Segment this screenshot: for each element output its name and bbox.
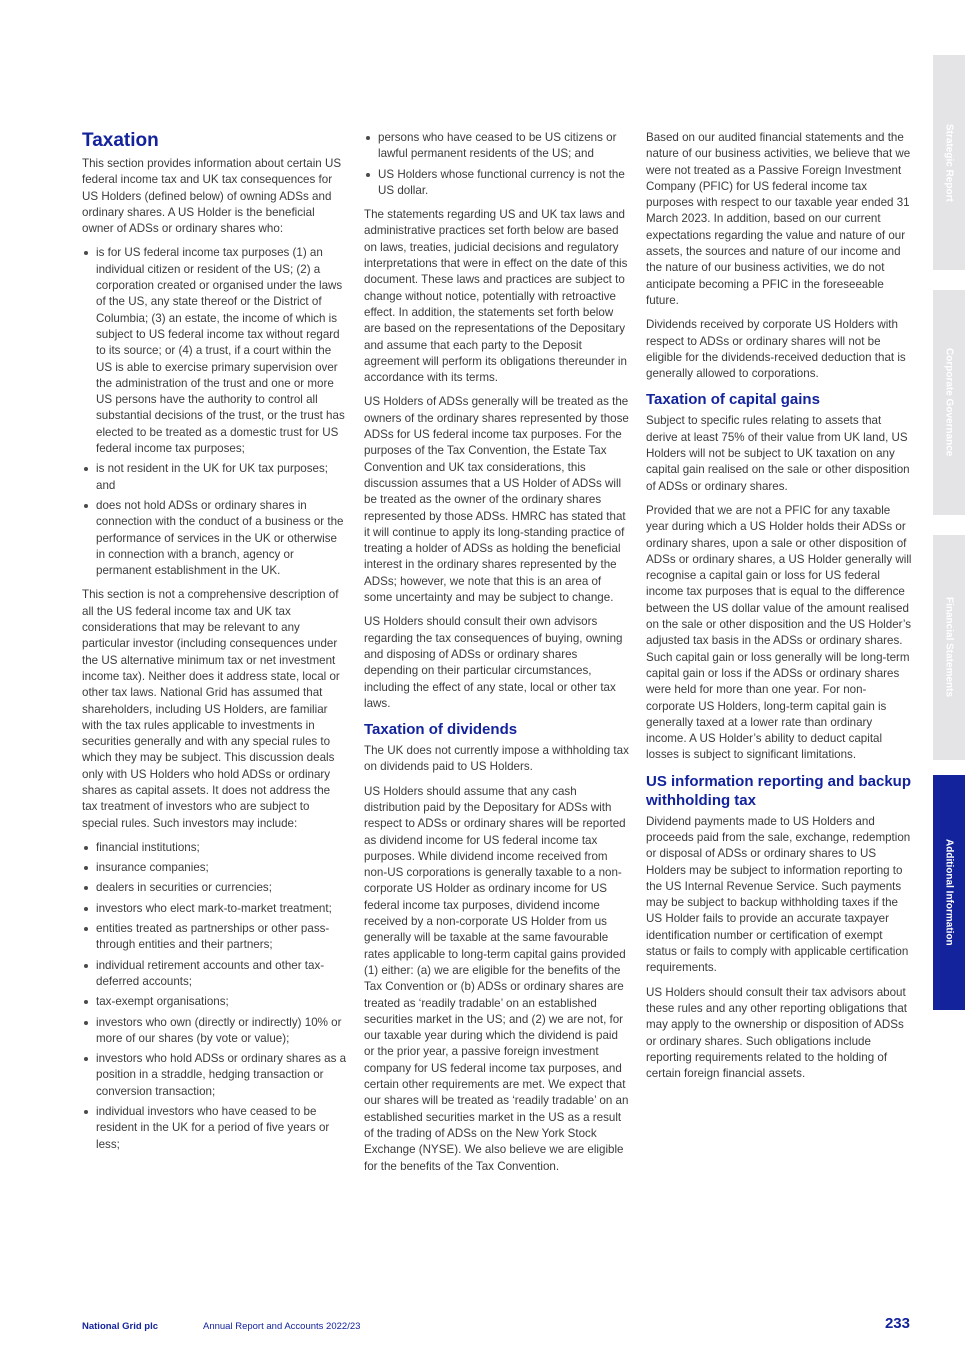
paragraph: US Holders should consult their own advisors regarding the tax consequences of buying, owning and disposing of ADSs or ordinary shares depending on their particular circumstances, including the effect of any state, local or other tax laws.: [364, 615, 623, 710]
side-tab-strategic-report[interactable]: [933, 55, 965, 270]
list-item: investors who elect mark-to-market treatment;: [82, 901, 348, 917]
column-2: [364, 130, 630, 1183]
paragraph: This section provides information about certain US federal income tax and UK tax consequences for US Holders (defined below) of owning ADSs and ordinary shares. A US Holder is the beneficial owner of ADSs or ordinary shares who:: [82, 157, 342, 236]
side-tab-additional-information[interactable]: [933, 775, 965, 1010]
paragraph: US Holders should consult their tax advisors about these rules and any other reporting obligations that may apply to the ownership or disposition of ADSs or ordinary shares. Such obligations include reporting requirements related to the holding of certain foreign financial assets.: [646, 985, 908, 1081]
bullet-list: [364, 130, 630, 199]
paragraph: Subject to specific rules relating to assets that derive at least 75% of their value from UK land, US Holders will not be subject to UK taxation on any capital gain realised on the sale or other disposition of ADSs or ordinary shares.: [646, 414, 910, 493]
list-item: individual investors who have ceased to be resident in the UK for a period of five years or less;: [82, 1104, 348, 1153]
paragraph: Dividend payments made to US Holders and proceeds paid from the sale, exchange, redemption or disposal of ADSs or ordinary shares to US Holders may be subject to information reporting to the US Internal Revenue Service. Such payments may be subject to backup withholding taxes if the US Holder fails to provide an accurate taxpayer identification number or certification of exempt status or fails to comply with applicable certification requirements.: [646, 814, 911, 975]
list-item: dealers in securities or currencies;: [82, 880, 348, 896]
side-tab-corporate-governance[interactable]: [933, 290, 965, 515]
side-tab-financial-statements[interactable]: [933, 535, 965, 760]
section-heading-reporting: US information reporting and backup withholding tax: [646, 772, 912, 809]
list-item: is for US federal income tax purposes (1) an individual citizen or resident of the US; (2) a corporation created or organised under the laws of the US, any state thereof or the District of Columbia; (3) an estate, the income of which is subject to US federal income tax without regard to its source; or (4) a trust, if a court within the US is able to exercise primary supervision over the administration of the trust and one or more US persons have the authority to control all substantial decisions of the trust, or the trust has elected to be treated as a domestic trust for US federal income tax purposes;: [82, 245, 348, 457]
footer-company: National Grid plc: [82, 1321, 159, 1332]
side-tab-label: Additional Information: [943, 839, 955, 946]
list-item: is not resident in the UK for UK tax purposes; and: [82, 461, 348, 494]
paragraph: The statements regarding US and UK tax laws and administrative practices set forth below are based on laws, treaties, judicial decisions and regulatory interpretations that were in effect on the date of this document. These laws and practices are subject to change without notice, potentially with retroactive effect. In addition, the statements set forth below are based on the representations of the Depositary and assume that each party to the Deposit agreement will perform its obligations thereunder in accordance with its terms.: [364, 208, 628, 385]
side-tab-label: Corporate Governance: [943, 348, 955, 457]
list-item: entities treated as partnerships or other pass-through entities and their partners;: [82, 921, 348, 954]
paragraph: Based on our audited financial statements and the nature of our business activities, we believe that we were not treated as a Passive Foreign Investment Company (PFIC) for US federal income tax purposes with respect to our taxable year ended 31 March 2023. In addition, based on our current expectations regarding the value and nature of our assets, the sources and nature of our income and the nature of our business activities, we do not anticipate becoming a PFIC in the foreseeable future.: [646, 131, 911, 307]
paragraph: Provided that we are not a PFIC for any taxable year during which a US Holder holds their ADSs or ordinary shares, upon a sale or other disposition of ADSs or ordinary shares, a US Holder generally will recognise a capital gain or loss for US federal income tax purposes that is equal to the difference between the US dollar value of the amount realised on the sale or other disposition and the US Holder’s adjusted tax basis in the ADSs or ordinary shares. Such capital gain or loss generally will be long-term capital gain or loss if the ADSs or ordinary shares were held for more than one year. For non-corporate US Holders, long-term capital gain is generally taxed at a lower rate than ordinary income. A US Holder’s ability to deduct capital losses is subject to significant limitations.: [646, 503, 912, 762]
list-item: tax-exempt organisations;: [82, 994, 348, 1010]
paragraph: US Holders of ADSs generally will be treated as the owners of the ordinary shares represented by those ADSs for US federal income tax purposes. For the purposes of the Tax Convention, the Estate Tax Convention and UK tax considerations, this discussion assumes that a US Holder of ADSs will be treated as the owner of the ordinary shares represented by those ADSs. HMRC has stated that it will continue to apply its long-standing practice of treating a holder of ADSs as holding the beneficial interest in the ordinary shares represented by the ADSs; however, we note that this is an area of some uncertainty and may be subject to change.: [364, 395, 629, 605]
section-heading-taxation: Taxation: [82, 130, 159, 151]
side-tab-label: Financial Statements: [943, 597, 955, 698]
section-heading-capital-gains: Taxation of capital gains: [646, 391, 820, 409]
column-3: [646, 130, 912, 1090]
column-1: [82, 130, 348, 1161]
bullet-list: [82, 245, 348, 579]
list-item: insurance companies;: [82, 860, 348, 876]
list-item: investors who hold ADSs or ordinary shares as a position in a straddle, hedging transaction or conversion transaction;: [82, 1051, 348, 1100]
list-item: investors who own (directly or indirectly) 10% or more of our shares (by vote or value);: [82, 1015, 348, 1048]
paragraph: Dividends received by corporate US Holders with respect to ADSs or ordinary shares will not be eligible for the dividends-received deduction that is generally allowed to corporations.: [646, 318, 906, 381]
paragraph: The UK does not currently impose a withholding tax on dividends paid to US Holders.: [364, 744, 629, 774]
page-number: 233: [884, 1315, 910, 1332]
list-item: does not hold ADSs or ordinary shares in connection with the conduct of a business or the performance of services in the UK or otherwise in connection with a branch, agency or permanent establishment in the UK.: [82, 498, 348, 579]
paragraph: This section is not a comprehensive description of all the US federal income tax and UK tax considerations that may be relevant to any particular investor (including consequences under the US alternative minimum tax or net investment income tax). Neither does it address state, local or other tax laws. National Grid has assumed that shareholders, including US Holders, are familiar with the tax rules applicable to investments in securities generally and with any special rules to which they may be subject. This discussion deals only with US Holders who hold ADSs or ordinary shares as capital assets. It does not address the tax treatment of investors who are subject to special rules. Such investors may include:: [82, 588, 340, 830]
footer-report-title: Annual Report and Accounts 2022/23: [203, 1321, 361, 1332]
list-item: US Holders whose functional currency is not the US dollar.: [364, 167, 630, 200]
side-tab-label: Strategic Report: [943, 123, 955, 202]
paragraph: US Holders should assume that any cash distribution paid by the Depositary for ADSs with respect to ADSs or ordinary shares will be reported as dividend income for US federal income tax purposes. While dividend income received from non-US corporations is generally taxable to a non-corporate US Holder as ordinary income for US federal income tax purposes, dividend income received by a non-corporate US Holder from us generally will be taxable at the same favourable rates applicable to long-term capital gains provided (1) either: (a) we are eligible for the benefits of the Tax Convention or (b) ADSs or ordinary shares are treated as ‘readily tradable’ on an established securities market in the US; and (2) we are not, for our taxable year during which the dividend is paid or the prior year, a passive foreign investment company for US federal income tax purposes, and certain other requirements are met. We expect that our shares will be treated as ‘readily tradable’ on an established securities market in the US as a result of the trading of ADSs on the New York Stock Exchange (NYSE). We also believe we are eligible for the benefits of the Tax Convention.: [364, 784, 629, 1173]
list-item: financial institutions;: [82, 840, 348, 856]
list-item: individual retirement accounts and other tax-deferred accounts;: [82, 958, 348, 991]
list-item: persons who have ceased to be US citizens or lawful permanent residents of the US; and: [364, 130, 630, 163]
bullet-list: [82, 840, 348, 1153]
section-heading-dividends: Taxation of dividends: [364, 721, 518, 739]
